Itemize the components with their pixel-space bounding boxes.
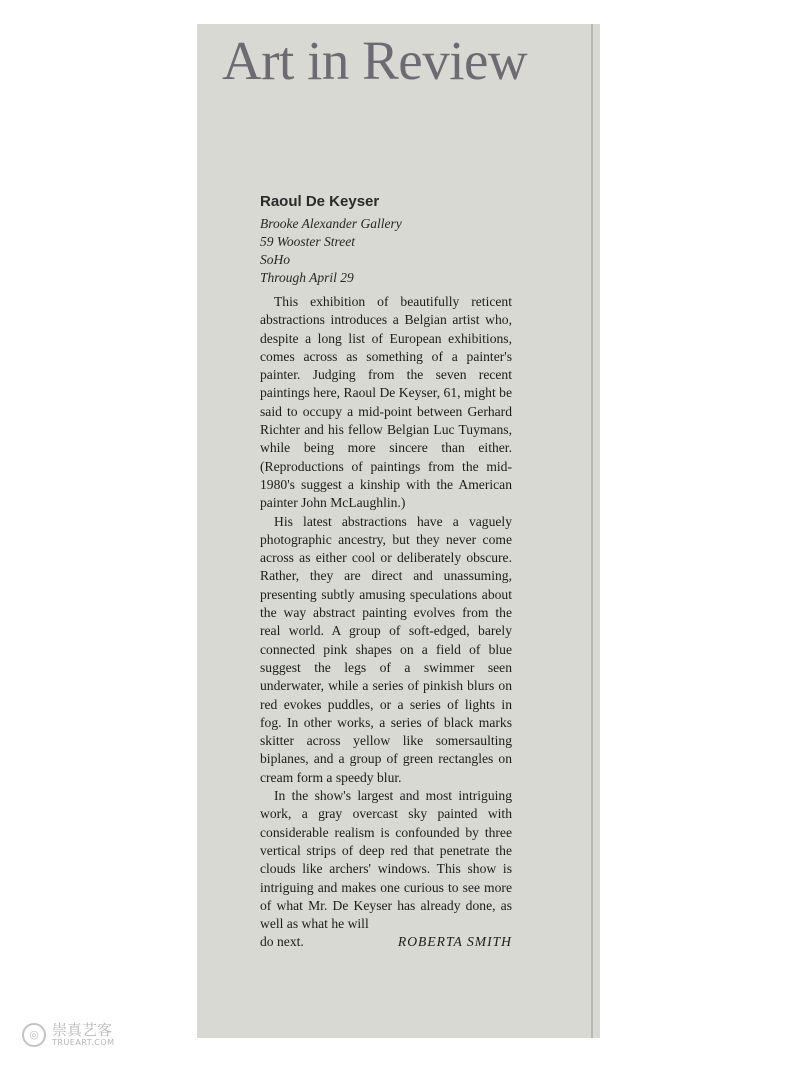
watermark-subtext: TRUEART.COM <box>52 1038 115 1047</box>
section-masthead: Art in Review <box>222 30 528 91</box>
artist-name: Raoul De Keyser <box>260 193 380 210</box>
watermark-text: 崇真艺客 <box>52 1021 113 1039</box>
review-body <box>260 293 512 952</box>
clipping-edge <box>591 24 593 1038</box>
review-paragraph: His latest abstractions have a vaguely photographic ancestry, but they never come across as either cool or deliberately obscure. Rather, they are direct and unassuming, presenting subtly amusing speculations about the way abstract painting evolves from the real world. A group of soft-edged, barely connected pink shapes on a field of blue suggest the legs of a swimmer seen underwater, while a series of pinkish blurs on red evokes puddles, or a series of lights in fog. In other works, a series of black marks skitter across yellow like somersaulting biplanes, and a group of green rectangles on cream form a speedy blur. <box>260 513 512 785</box>
byline: ROBERTA SMITH <box>397 934 512 950</box>
watermark <box>22 1022 115 1047</box>
review-paragraph: This exhibition of beautifully reticent abstractions introduces a Belgian artist who, despite a long list of European exhibitions, comes across as something of a painter's painter. Judging from the seven recent paintings here, Raoul De Keyser, 61, might be said to occupy a mid-point between Gerhard Richter and his fellow Belgian Luc Tuymans, while being more sincere than either. (Reproductions of paintings from the mid-1980's suggest a kinship with the American painter John McLaughlin.) <box>260 294 512 511</box>
exhibition-dates: Through April 29 <box>260 270 354 285</box>
closing-words: do next. <box>260 934 304 950</box>
gallery-address: 59 Wooster Street <box>260 234 355 249</box>
neighborhood: SoHo <box>260 252 290 267</box>
gallery-name: Brooke Alexander Gallery <box>260 216 402 231</box>
signoff-line <box>260 933 512 951</box>
review-header <box>260 192 520 287</box>
review-paragraph: In the show's largest and most intriguing work, a gray overcast sky painted with considerable realism is confounded by three vertical strips of deep red that penetrate the clouds like archers' windows. This show is intriguing and makes one curious to see more of what Mr. De Keyser has already done, as well as what he will <box>260 788 512 932</box>
watermark-logo-icon: ◎ <box>22 1023 46 1047</box>
